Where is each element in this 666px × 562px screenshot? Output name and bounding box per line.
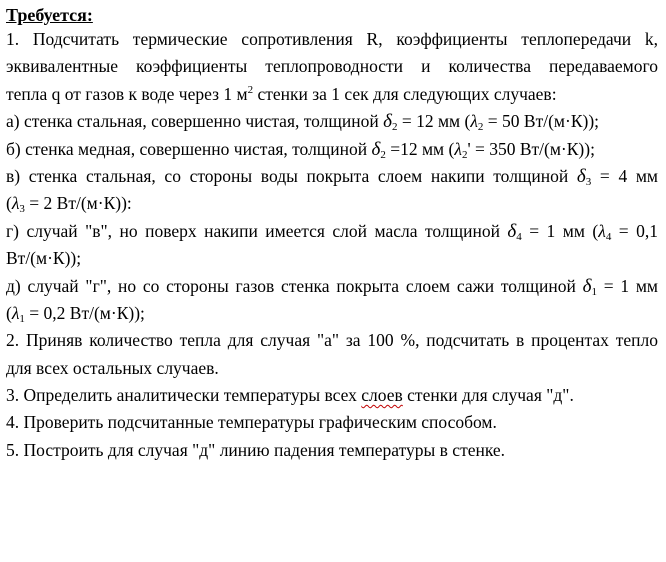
item3-spellcheck-word: слоев (361, 385, 403, 406)
case-d-lambda-sub: 1 (19, 312, 25, 325)
case-b-delta: δ (371, 138, 381, 160)
item5-line (6, 437, 658, 464)
case-a-lambda: λ (470, 111, 478, 132)
item2-line1 (6, 327, 658, 354)
item1-line3 (6, 81, 658, 108)
case-d-delta: δ (582, 275, 592, 297)
item2-line1-text: 2. Приняв количество тепла для случая "а" за 100 %, подсчитать в процентах тепло (6, 330, 658, 351)
case-g-text: г) случай "в", но поверх накипи имеется слой масла толщиной (6, 220, 508, 241)
item2-line2-text: для всех остальных случаев. (6, 357, 219, 378)
case-v-line2 (6, 190, 658, 217)
case-a-lambda-sub: 2 (477, 121, 484, 134)
item2-line2 (6, 355, 658, 382)
case-d-open: ( (6, 302, 12, 323)
document-page (6, 0, 658, 464)
heading-required: Требуется: (6, 5, 93, 25)
case-a-lambda-value: = 50 Вт/(м·К)); (483, 111, 600, 132)
case-v-value: = 4 мм (591, 165, 658, 186)
case-d-line1 (6, 273, 658, 300)
case-g-value: = 1 мм ( (521, 220, 599, 241)
item4-text: 4. Проверить подсчитанные температуры графическим способом. (6, 412, 497, 433)
case-a-text: а) стенка стальная, совершенно чистая, толщиной (6, 111, 384, 132)
item1-line3-sup: 2 (247, 83, 254, 96)
case-g-delta: δ (507, 220, 517, 242)
case-v-delta: δ (576, 165, 586, 187)
item3-line (6, 382, 658, 409)
item1-line3-before: тепла q от газов к воде через 1 м (6, 83, 248, 104)
case-v-text: в) стенка стальная, со стороны воды покрыта слоем накипи толщиной (6, 165, 577, 186)
case-g-lambda-value: = 0,1 (611, 220, 658, 241)
item1-line1-text: 1. Подсчитать термические сопротивления R, коэффициенты теплопередачи k, (6, 29, 658, 49)
item3-before: 3. Определить аналитически температуры всех (6, 385, 362, 406)
item5-text: 5. Построить для случая "д" линию падения температуры в стенке. (6, 439, 506, 460)
case-d-lambda: λ (11, 302, 20, 323)
case-d-lambda-value: = 0,2 Вт/(м·К)); (24, 302, 145, 323)
item1-line2-text: эквивалентные коэффициенты теплопроводности и количества передаваемого (6, 56, 658, 77)
case-a-delta-sub: 2 (391, 121, 398, 134)
case-g-lambda-sub: 4 (605, 230, 612, 243)
item3-after: стенки для случая "д". (402, 385, 574, 406)
case-g-line2 (6, 245, 658, 272)
case-d-line2 (6, 300, 658, 327)
case-g-lambda: λ (598, 220, 606, 241)
case-a-value: = 12 мм ( (397, 111, 471, 132)
case-v-lambda-sub: 3 (19, 203, 25, 216)
item1-line1 (6, 26, 658, 53)
item1-line3-after: стенки за 1 сек для следующих случаев: (253, 83, 557, 104)
case-v-lambda: λ (11, 193, 20, 214)
case-a-delta: δ (383, 111, 392, 133)
case-v-open: ( (6, 193, 12, 214)
case-g-line2-text: Вт/(м·К)); (6, 248, 82, 269)
case-b-value: =12 мм ( (385, 138, 455, 159)
case-v-delta-sub: 3 (585, 175, 592, 188)
item4-line (6, 409, 658, 436)
case-v-line1 (6, 163, 658, 190)
case-b-lambda-value: ' = 350 Вт/(м·К)); (467, 138, 595, 159)
case-b-line (6, 136, 658, 163)
case-v-lambda-value: = 2 Вт/(м·К)): (24, 193, 132, 214)
case-b-lambda-sub: 2 (461, 148, 468, 161)
case-g-line1 (6, 218, 658, 245)
case-b-lambda: λ (454, 138, 462, 159)
case-g-delta-sub: 4 (516, 230, 522, 243)
case-d-text: д) случай "г", но со стороны газов стенка покрыта слоем сажи толщиной (6, 275, 583, 296)
case-b-text: б) стенка медная, совершенно чистая, толщиной (6, 138, 372, 159)
case-a-line (6, 108, 658, 135)
item1-line2 (6, 53, 658, 80)
case-d-delta-sub: 1 (591, 285, 597, 298)
case-d-value: = 1 мм (596, 275, 658, 296)
case-b-delta-sub: 2 (380, 148, 386, 161)
